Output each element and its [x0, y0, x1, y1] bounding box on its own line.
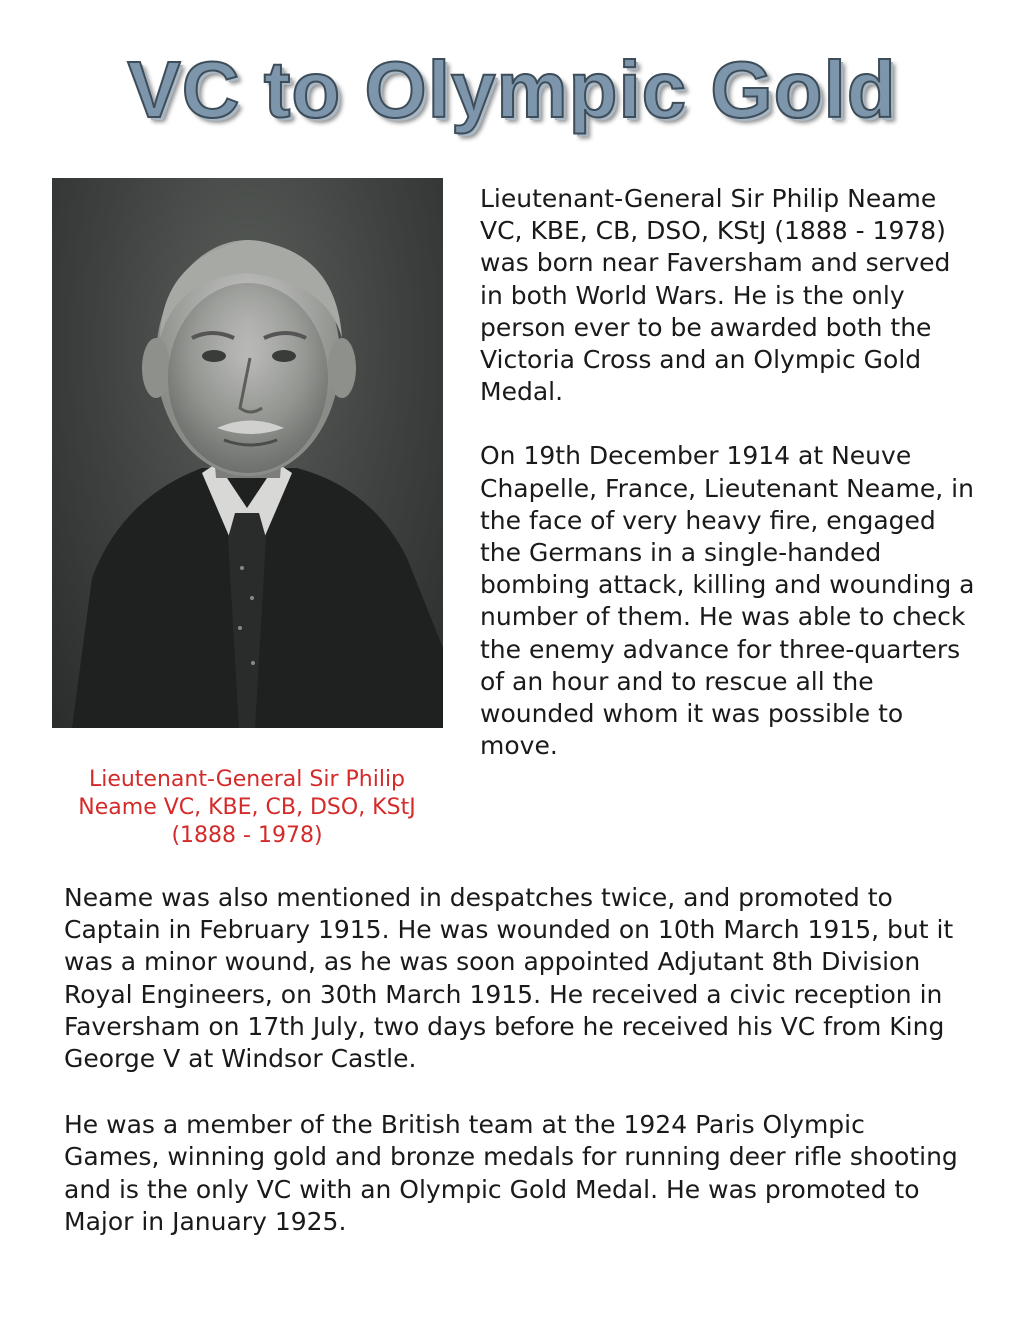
- intro-paragraph: Lieutenant-General Sir Philip Neame VC, KBE, CB, DSO, KStJ (1888 - 1978) was born near Faversham and served in both World Wars. He is the only person ever to be awarded both the Victoria Cross and an Olympic Gold Medal.: [480, 184, 951, 407]
- story-column: [64, 882, 964, 1238]
- intro-column: [480, 183, 980, 762]
- citation-paragraph: On 19th December 1914 at Neuve Chapelle, France, Lieutenant Neame, in the face of very heavy fire, engaged the Germans in a single-handed bombing attack, killing and wounding a number of them. He was able to check the enemy advance for three-quarters of an hour and to rescue all the wounded whom it was possible to move.: [480, 441, 975, 761]
- olympics-paragraph: He was a member of the British team at the 1924 Paris Olympic Games, winning gold and bronze medals for running deer rifle shooting and is the only VC with an Olympic Gold Medal. He was promoted to Major in January 1925.: [64, 1110, 958, 1236]
- photo-caption: Lieutenant-General Sir Philip Neame VC, KBE, CB, DSO, KStJ (1888 - 1978): [78, 767, 416, 848]
- page-title: VC to Olympic Gold: [127, 45, 897, 134]
- portrait-illustration: [52, 178, 443, 728]
- portrait-photo: [52, 178, 443, 728]
- career-paragraph: Neame was also mentioned in despatches twice, and promoted to Captain in February 1915. He was wounded on 10th March 1915, but it was a minor wound, as he was soon appointed Adjutant 8th Division Royal Engineers, on 30th March 1915. He received a civic reception in Faversham on 17th July, two days before he received his VC from King George V at Windsor Castle.: [64, 883, 954, 1074]
